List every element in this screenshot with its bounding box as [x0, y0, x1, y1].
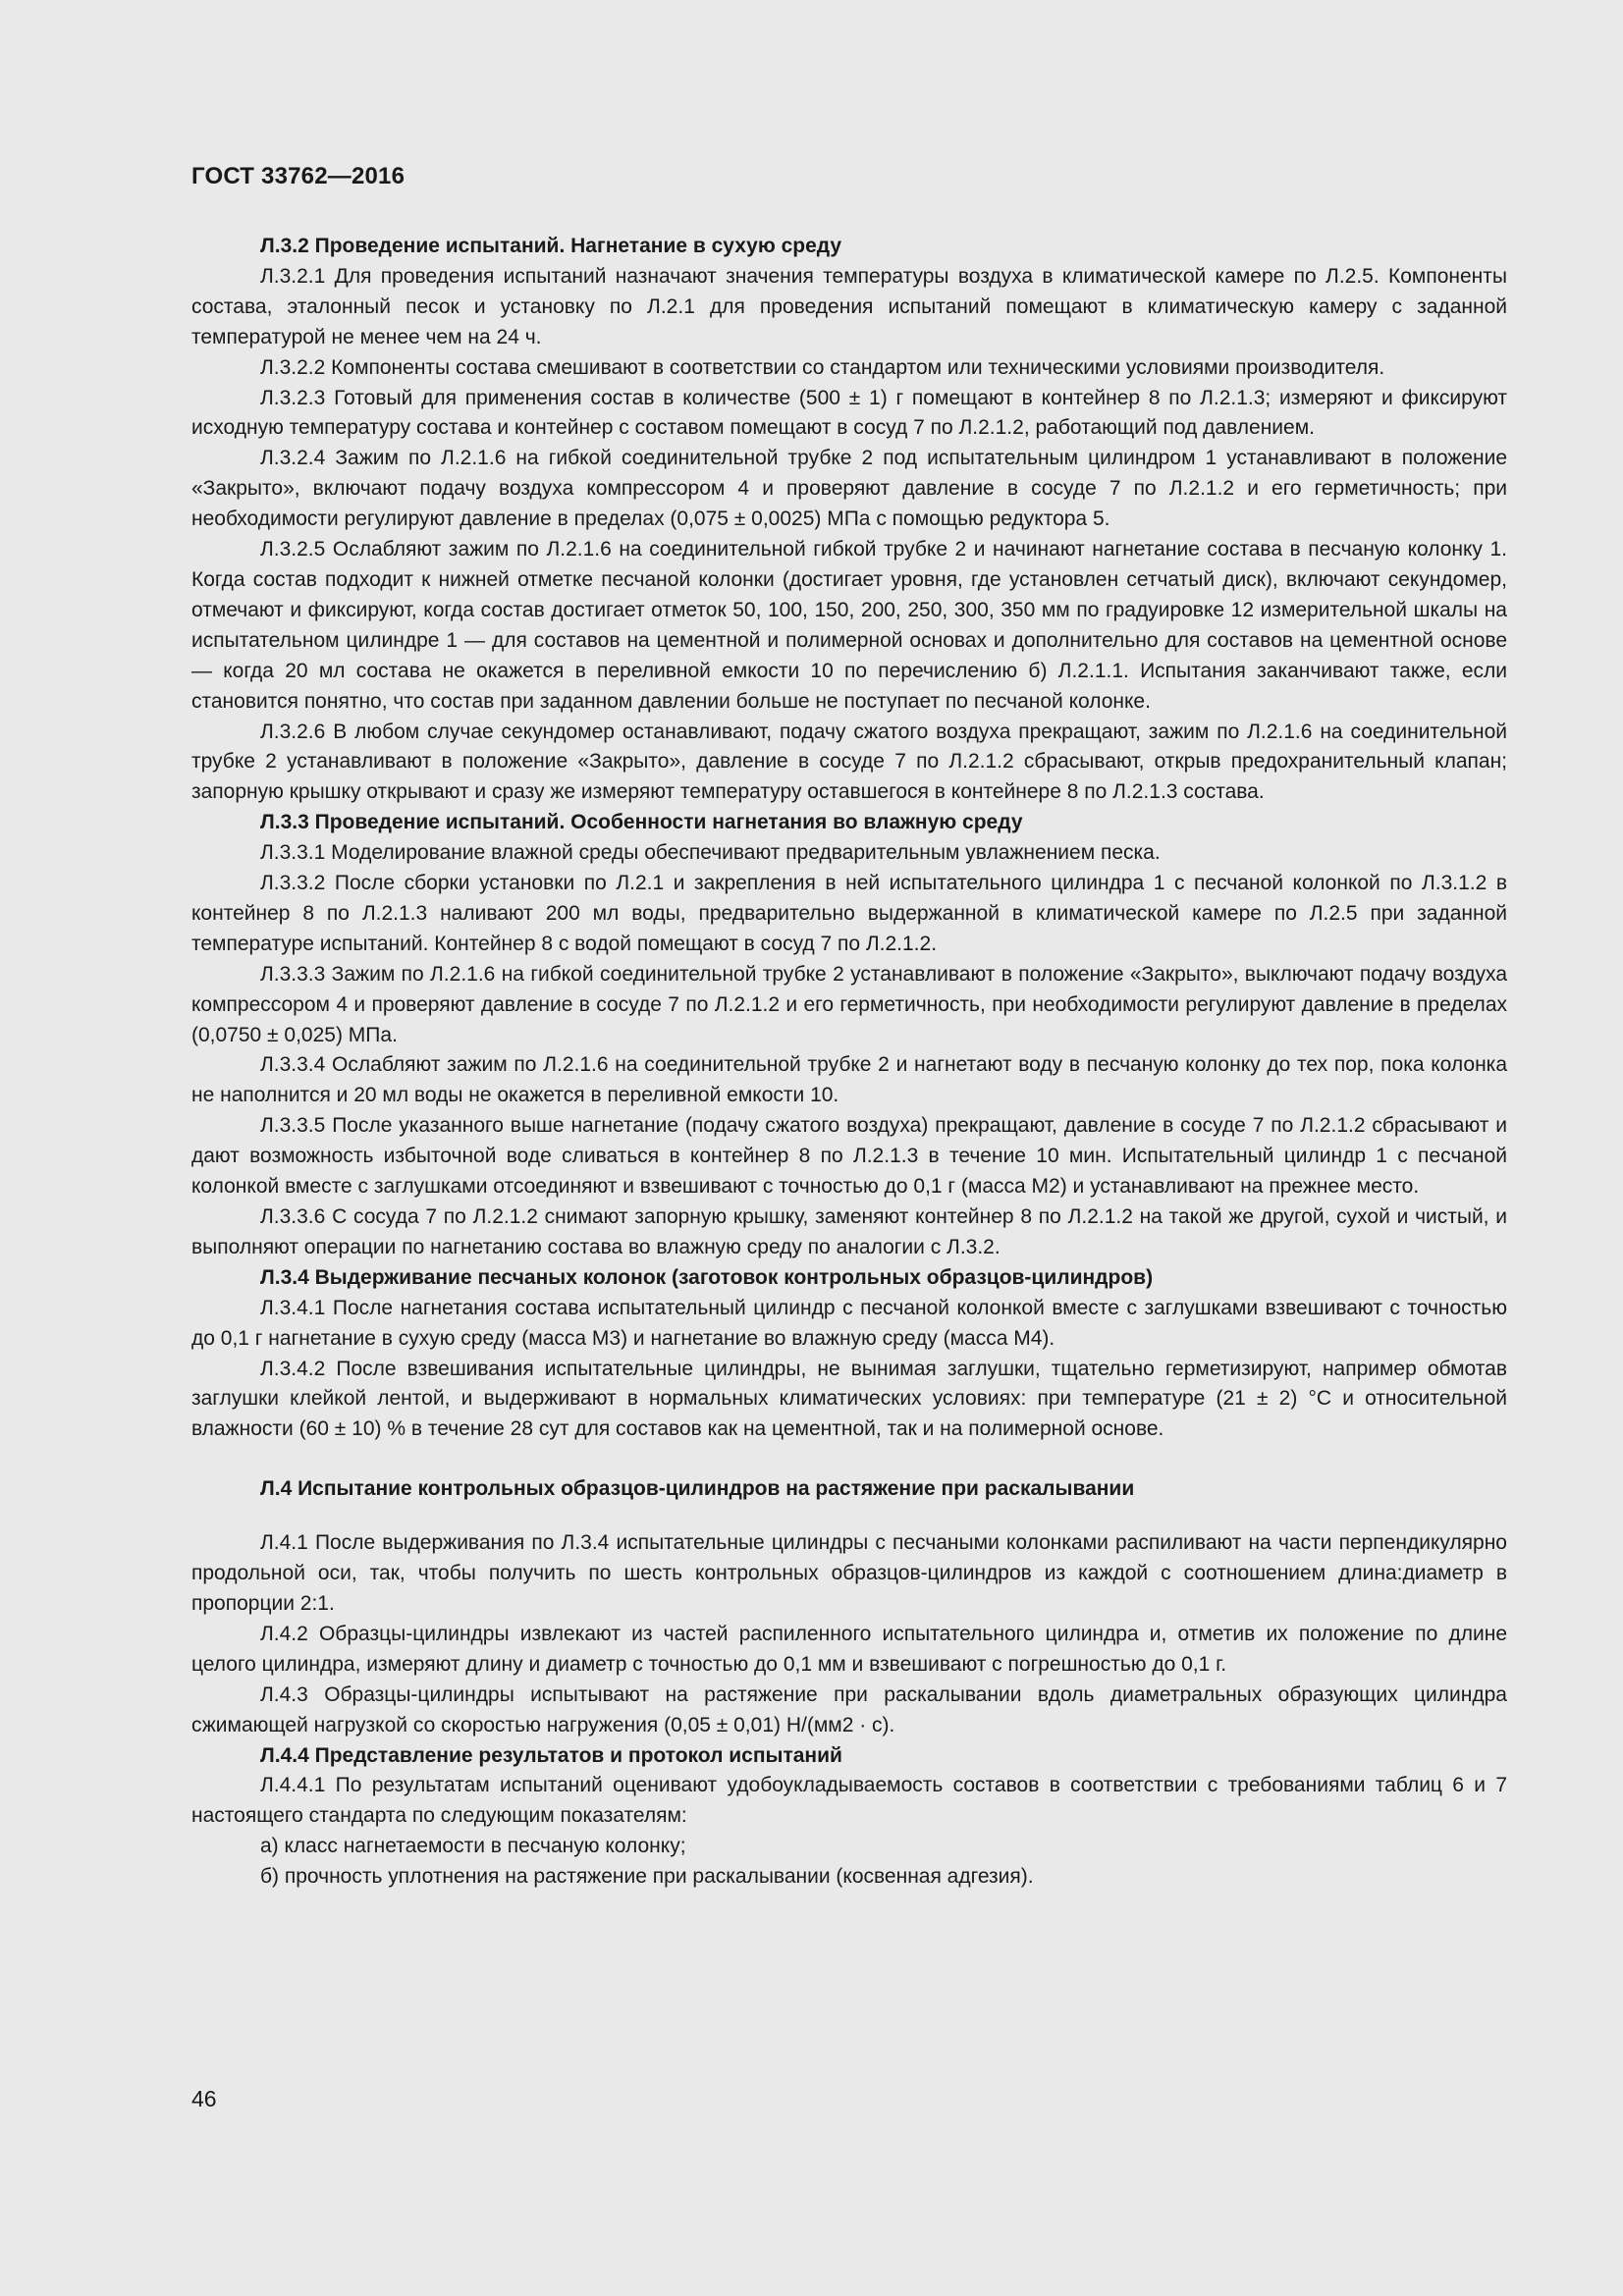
- paragraph-l3-2-6: Л.3.2.6 В любом случае секундомер останавливают, подачу сжатого воздуха прекращают, зажим по Л.2.1.6 на соединительной трубке 2 устанавливают в положение «Закрыто», давление в сосуде 7 по Л.2.1.2 сбрасывают, открыв предохранительный клапан; запорную крышку открывают и сразу же измеряют температуру оставшегося в контейнере 8 по Л.2.1.3 состава.: [191, 720, 1507, 804]
- section-heading-l4-4: Л.4.4 Представление результатов и протокол испытаний: [260, 1743, 842, 1767]
- paragraph-l4-3: Л.4.3 Образцы-цилиндры испытывают на растяжение при раскалывании вдоль диаметральных образующих цилиндра сжимающей нагрузкой со скоростью нагружения (0,05 ± 0,01) Н/(мм2 · с).: [191, 1682, 1507, 1736]
- section-heading-l3-2: Л.3.2 Проведение испытаний. Нагнетание в сухую среду: [260, 235, 842, 257]
- paragraph-l3-2-3: Л.3.2.3 Готовый для применения состав в количестве (500 ± 1) г помещают в контейнер 8 по Л.2.1.3; измеряют и фиксируют исходную температуру состава и контейнер с составом помещают в сосуд 7 по Л.2.1.2, работающий под давлением.: [191, 386, 1507, 440]
- list-item-b: б) прочность уплотнения на растяжение при раскалывании (косвенная адгезия).: [260, 1865, 1034, 1889]
- paragraph-l3-3-6: Л.3.3.6 С сосуда 7 по Л.2.1.2 снимают запорную крышку, заменяют контейнер 8 по Л.2.1.2 на такой же другой, сухой и чистый, и выполняют операции по нагнетанию состава во влажную среду по аналогии с Л.3.2.: [191, 1205, 1507, 1258]
- section-heading-l3-3: Л.3.3 Проведение испытаний. Особенности нагнетания во влажную среду: [260, 811, 1023, 834]
- section-heading-l3-4: Л.3.4 Выдерживание песчаных колонок (заготовок контрольных образцов-цилиндров): [260, 1265, 1154, 1289]
- paragraph-l4-1: Л.4.1 После выдерживания по Л.3.4 испытательные цилиндры с песчаными колонками распиливают на части перпендикулярно продольной оси, так, чтобы получить по шесть контрольных образцов-цилиндров из каждой с соотношением длина:диаметр в пропорции 2:1.: [191, 1531, 1507, 1615]
- paragraph-l3-4-1: Л.3.4.1 После нагнетания состава испытательный цилиндр с песчаной колонкой вместе с заглушками взвешивают с точностью до 0,1 г нагнетание в сухую среду (масса M3) и нагнетание во влажную среду (масса M4).: [191, 1296, 1507, 1350]
- paragraph-l3-3-5: Л.3.3.5 После указанного выше нагнетание (подачу сжатого воздуха) прекращают, давление в сосуде 7 по Л.2.1.2 сбрасывают и дают возможность избыточной воде сливаться в контейнер 8 по Л.2.1.3 в течение 10 мин. Испытательный цилиндр 1 с песчаной колонкой вместе с заглушками отсоединяют и взвешивают с точностью до 0,1 г (масса M2) и устанавливают на прежнее место.: [191, 1114, 1507, 1199]
- paragraph-l4-4-1: Л.4.4.1 По результатам испытаний оценивают удобоукладываемость составов в соответствии с требованиями таблиц 6 и 7 настоящего стандарта по следующим показателям:: [191, 1774, 1507, 1828]
- paragraph-l3-2-1: Л.3.2.1 Для проведения испытаний назначают значения температуры воздуха в климатической камере по Л.2.5. Компоненты состава, эталонный песок и установку по Л.2.1 для проведения испытаний помещают в климатическую камеру с заданной температурой не менее чем на 24 ч.: [191, 264, 1507, 348]
- paragraph-l4-2: Л.4.2 Образцы-цилиндры извлекают из частей распиленного испытательного цилиндра и, отметив их положение по длине целого цилиндра, измеряют длину и диаметр с точностью до 0,1 мм и взвешивают с погрешностью до 0,1 г.: [191, 1622, 1507, 1676]
- paragraph-l3-2-5: Л.3.2.5 Ослабляют зажим по Л.2.1.6 на соединительной гибкой трубке 2 и начинают нагнетание состава в песчаную колонку 1. Когда состав подходит к нижней отметке песчаной колонки (достигает уровня, где установлен сетчатый диск), включают секундомер, отмечают и фиксируют, когда состав достигает отметок 50, 100, 150, 200, 250, 300, 350 мм по градуировке 12 измерительной шкалы на испытательном цилиндре 1 — для составов на цементной и полимерной основах и дополнительно для составов на цементной основе — когда 20 мл состава не окажется в переливной емкости 10 по перечислению б) Л.2.1.1. Испытания заканчивают также, если становится понятно, что состав при заданном давлении больше не поступает по песчаной колонке.: [191, 538, 1507, 713]
- paragraph-l3-2-2: Л.3.2.2 Компоненты состава смешивают в соответствии со стандартом или техническими условиями производителя.: [260, 355, 1385, 379]
- paragraph-l3-3-4: Л.3.3.4 Ослабляют зажим по Л.2.1.6 на соединительной трубке 2 и нагнетают воду в песчаную колонку до тех пор, пока колонка не наполнится и 20 мл воды не окажется в переливной емкости 10.: [191, 1053, 1507, 1107]
- section-heading-l4: Л.4 Испытание контрольных образцов-цилиндров на растяжение при раскалывании: [260, 1477, 1135, 1501]
- document-body: [191, 232, 1507, 1893]
- paragraph-l3-3-3: Л.3.3.3 Зажим по Л.2.1.6 на гибкой соединительной трубке 2 устанавливают в положение «Закрыто», выключают подачу воздуха компрессором 4 и проверяют давление в сосуде 7 по Л.2.1.2 и его герметичность, при необходимости регулируют давление в пределах (0,0750 ± 0,025) МПа.: [191, 962, 1507, 1046]
- document-header: ГОСТ 33762—2016: [191, 163, 406, 189]
- list-item-a: а) класс нагнетаемости в песчаную колонку;: [260, 1835, 686, 1858]
- page-number: 46: [191, 2086, 217, 2111]
- paragraph-l3-3-2: Л.3.3.2 После сборки установки по Л.2.1 и закрепления в ней испытательного цилиндра 1 с песчаной колонкой по Л.3.1.2 в контейнер 8 по Л.2.1.3 наливают 200 мл воды, предварительно выдержанной в климатической камере по Л.2.5 при заданной температуре испытаний. Контейнер 8 с водой помещают в сосуд 7 по Л.2.1.2.: [191, 872, 1507, 955]
- paragraph-l3-3-1: Л.3.3.1 Моделирование влажной среды обеспечивают предварительным увлажнением песка.: [260, 841, 1161, 865]
- paragraph-l3-2-4: Л.3.2.4 Зажим по Л.2.1.6 на гибкой соединительной трубке 2 под испытательным цилиндром 1 устанавливают в положение «Закрыто», включают подачу воздуха компрессором 4 и проверяют давление в сосуде 7 по Л.2.1.2 и его герметичность; при необходимости регулируют давление в пределах (0,075 ± 0,0025) МПа с помощью редуктора 5.: [191, 447, 1507, 531]
- paragraph-l3-4-2: Л.3.4.2 После взвешивания испытательные цилиндры, не вынимая заглушки, тщательно герметизируют, например обмотав заглушки клейкой лентой, и выдерживают в нормальных климатических условиях: при температуре (21 ± 2) °С и относительной влажности (60 ± 10) % в течение 28 сут для составов как на цементной, так и на полимерной основе.: [191, 1357, 1507, 1441]
